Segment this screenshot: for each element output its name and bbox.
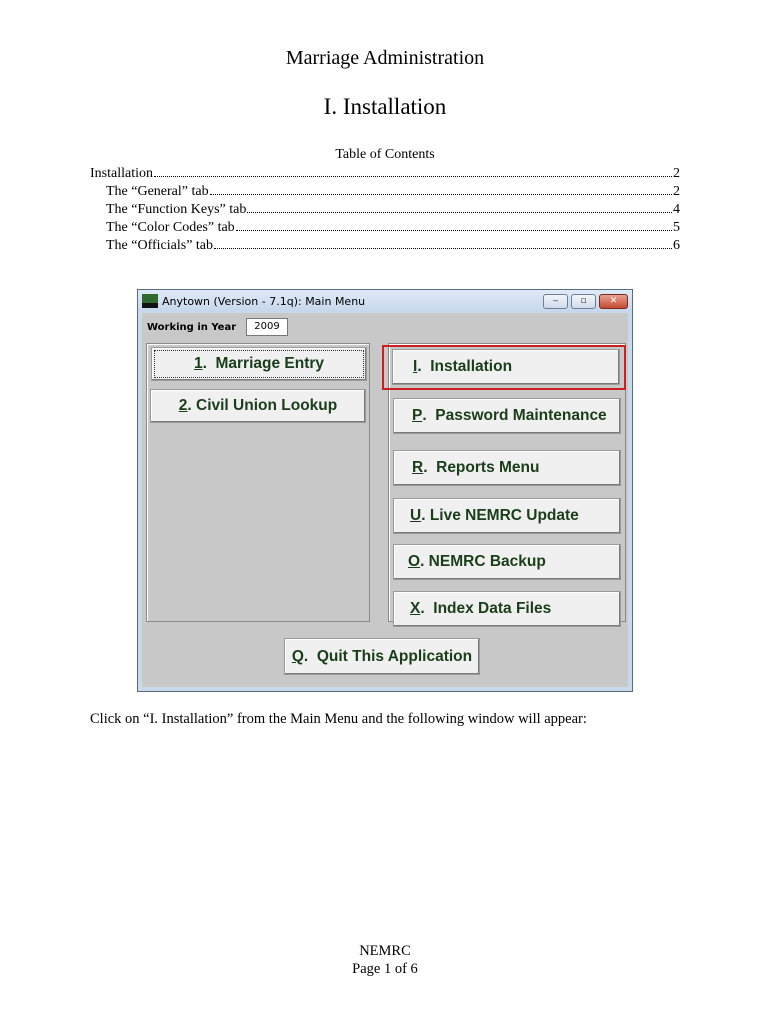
index-data-files-button[interactable] bbox=[393, 591, 621, 627]
button-label: . Live NEMRC Update bbox=[421, 507, 579, 524]
toc-entry-page: 2 bbox=[673, 166, 680, 181]
working-year-field[interactable]: 2009 bbox=[246, 318, 288, 336]
window-client-area bbox=[142, 313, 628, 687]
hotkey: R bbox=[412, 459, 424, 476]
button-label: . NEMRC Backup bbox=[420, 553, 546, 570]
hotkey: X bbox=[410, 600, 421, 617]
installation-button[interactable] bbox=[392, 349, 620, 385]
hotkey: O bbox=[408, 553, 421, 570]
toc-entry-color-codes[interactable] bbox=[90, 219, 680, 237]
hotkey: 2 bbox=[178, 397, 188, 414]
live-nemrc-update-button[interactable] bbox=[393, 498, 621, 534]
main-menu-window bbox=[137, 289, 633, 692]
toc-entry-label: The “Color Codes” tab bbox=[106, 220, 235, 235]
minimize-button[interactable]: ‒ bbox=[543, 294, 568, 309]
toc-entry-label: The “General” tab bbox=[106, 184, 209, 199]
instruction-caption: Click on “I. Installation” from the Main Menu and the following window will appear: bbox=[90, 711, 587, 727]
reports-menu-button[interactable] bbox=[393, 450, 621, 486]
toc-entry-page: 5 bbox=[673, 220, 680, 235]
toc-entry-label: The “Officials” tab bbox=[106, 238, 214, 253]
window-titlebar[interactable] bbox=[138, 290, 632, 312]
table-of-contents bbox=[90, 165, 680, 255]
toc-leader bbox=[214, 248, 672, 249]
hotkey: P bbox=[412, 407, 423, 424]
app-icon bbox=[142, 294, 158, 308]
section-title: I. Installation bbox=[323, 94, 447, 119]
civil-union-lookup-button[interactable] bbox=[150, 389, 366, 423]
toc-entry-page: 4 bbox=[673, 202, 680, 217]
button-label: . Password Maintenance bbox=[422, 407, 607, 424]
hotkey: I bbox=[413, 358, 418, 375]
left-button-panel bbox=[146, 343, 370, 622]
toc-entry-label: Installation bbox=[90, 166, 153, 181]
button-label: . Civil Union Lookup bbox=[187, 397, 338, 414]
window-title: Anytown (Version - 7.1q): Main Menu bbox=[162, 294, 366, 308]
toc-leader bbox=[247, 212, 672, 213]
working-year-label: Working in Year bbox=[147, 322, 237, 333]
toc-entry-page: 6 bbox=[673, 238, 680, 253]
footer-org: NEMRC bbox=[359, 943, 411, 959]
toc-entry-label: The “Function Keys” tab bbox=[106, 202, 247, 217]
toc-leader bbox=[236, 230, 672, 231]
hotkey: 1 bbox=[193, 355, 203, 372]
button-label: . Installation bbox=[417, 358, 513, 375]
close-button[interactable]: ✕ bbox=[599, 294, 628, 309]
toc-entry-installation[interactable] bbox=[90, 165, 680, 183]
button-label: . Quit This Application bbox=[303, 647, 473, 665]
password-maintenance-button[interactable] bbox=[393, 398, 621, 434]
toc-heading: Table of Contents bbox=[335, 147, 435, 162]
footer-page-number: Page 1 of 6 bbox=[352, 961, 418, 977]
toc-leader bbox=[210, 194, 672, 195]
button-label: . Index Data Files bbox=[420, 600, 552, 617]
toc-entry-officials[interactable] bbox=[90, 237, 680, 255]
hotkey: Q bbox=[291, 647, 304, 665]
hotkey: U bbox=[410, 507, 422, 524]
document-title: Marriage Administration bbox=[285, 47, 485, 69]
button-label: . Marriage Entry bbox=[202, 355, 325, 372]
toc-leader bbox=[154, 176, 672, 177]
toc-entry-page: 2 bbox=[673, 184, 680, 199]
marriage-entry-button[interactable] bbox=[151, 347, 367, 381]
button-label: . Reports Menu bbox=[423, 459, 540, 476]
maximize-button[interactable]: ▫ bbox=[571, 294, 596, 309]
page-footer bbox=[0, 942, 770, 978]
toc-entry-general[interactable] bbox=[90, 183, 680, 201]
quit-application-button[interactable] bbox=[284, 638, 480, 675]
toc-entry-function-keys[interactable] bbox=[90, 201, 680, 219]
nemrc-backup-button[interactable] bbox=[393, 544, 621, 580]
